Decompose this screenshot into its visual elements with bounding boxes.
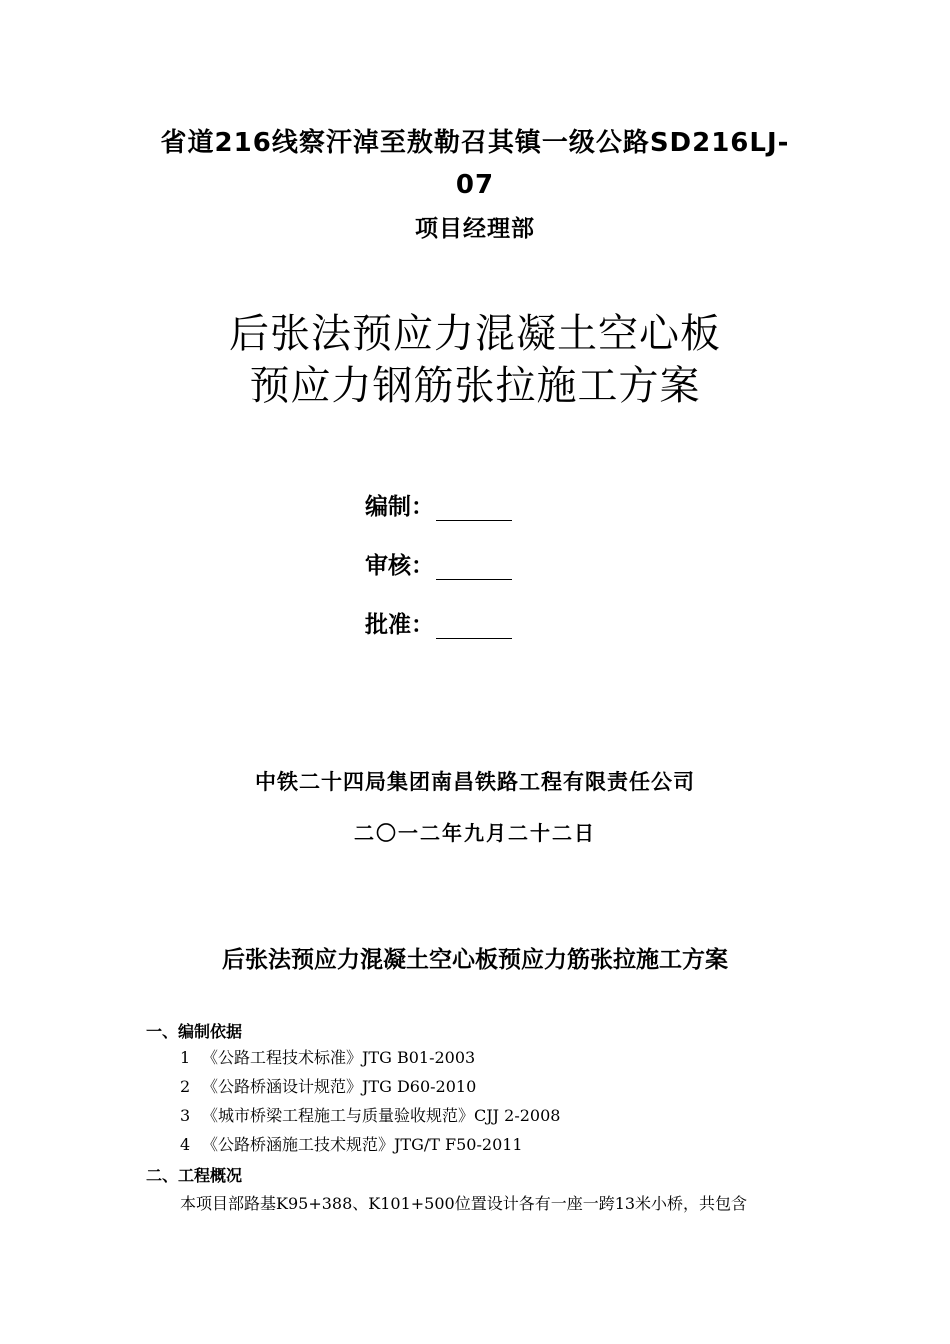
signature-blank-approved (436, 618, 512, 639)
signature-approved (365, 606, 512, 639)
project-department: 项目经理部 (415, 216, 535, 242)
reference-text: 《公路桥涵设计规范》JTG D60-2010 (202, 1077, 477, 1096)
list-item (180, 1072, 560, 1101)
document-title-line2: 预应力钢筋张拉施工方案 (249, 363, 701, 409)
reference-text: 《城市桥梁工程施工与质量验收规范》CJJ 2-2008 (202, 1106, 561, 1125)
document-title-line1: 后张法预应力混凝土空心板 (229, 311, 721, 357)
document-date: 二〇一二年九月二十二日 (354, 821, 596, 845)
reference-text: 《公路桥涵施工技术规范》JTG/T F50-2011 (202, 1135, 523, 1154)
heading-overview: 二、工程概况 (146, 1166, 243, 1185)
list-item (180, 1043, 560, 1072)
signature-label-compiled: 编制： (365, 494, 434, 520)
project-name-line2: 07 (455, 170, 495, 200)
list-item (180, 1101, 560, 1130)
list-item (180, 1130, 560, 1159)
signature-label-approved: 批准： (365, 612, 434, 638)
company-name: 中铁二十四局集团南昌铁路工程有限责任公司 (255, 770, 695, 794)
signature-reviewed (365, 547, 512, 580)
reference-number: 2 (180, 1077, 191, 1096)
heading-basis: 一、编制依据 (146, 1022, 243, 1041)
reference-text: 《公路工程技术标准》JTG B01-2003 (202, 1048, 476, 1067)
reference-number: 4 (180, 1135, 191, 1154)
overview-paragraph: 本项目部路基K95+388、K101+500位置设计各有一座一跨13米小桥，共包含 (180, 1194, 748, 1213)
reference-list (180, 1043, 560, 1159)
section-title: 后张法预应力混凝土空心板预应力筋张拉施工方案 (222, 947, 728, 973)
project-name-line1: 省道216线察汗淖至敖勒召其镇一级公路SD216LJ- (160, 128, 790, 158)
signature-label-reviewed: 审核： (365, 553, 434, 579)
signature-compiled (365, 488, 512, 521)
signature-blank-compiled (436, 500, 512, 521)
reference-number: 1 (180, 1048, 191, 1067)
reference-number: 3 (180, 1106, 191, 1125)
signature-blank-reviewed (436, 559, 512, 580)
